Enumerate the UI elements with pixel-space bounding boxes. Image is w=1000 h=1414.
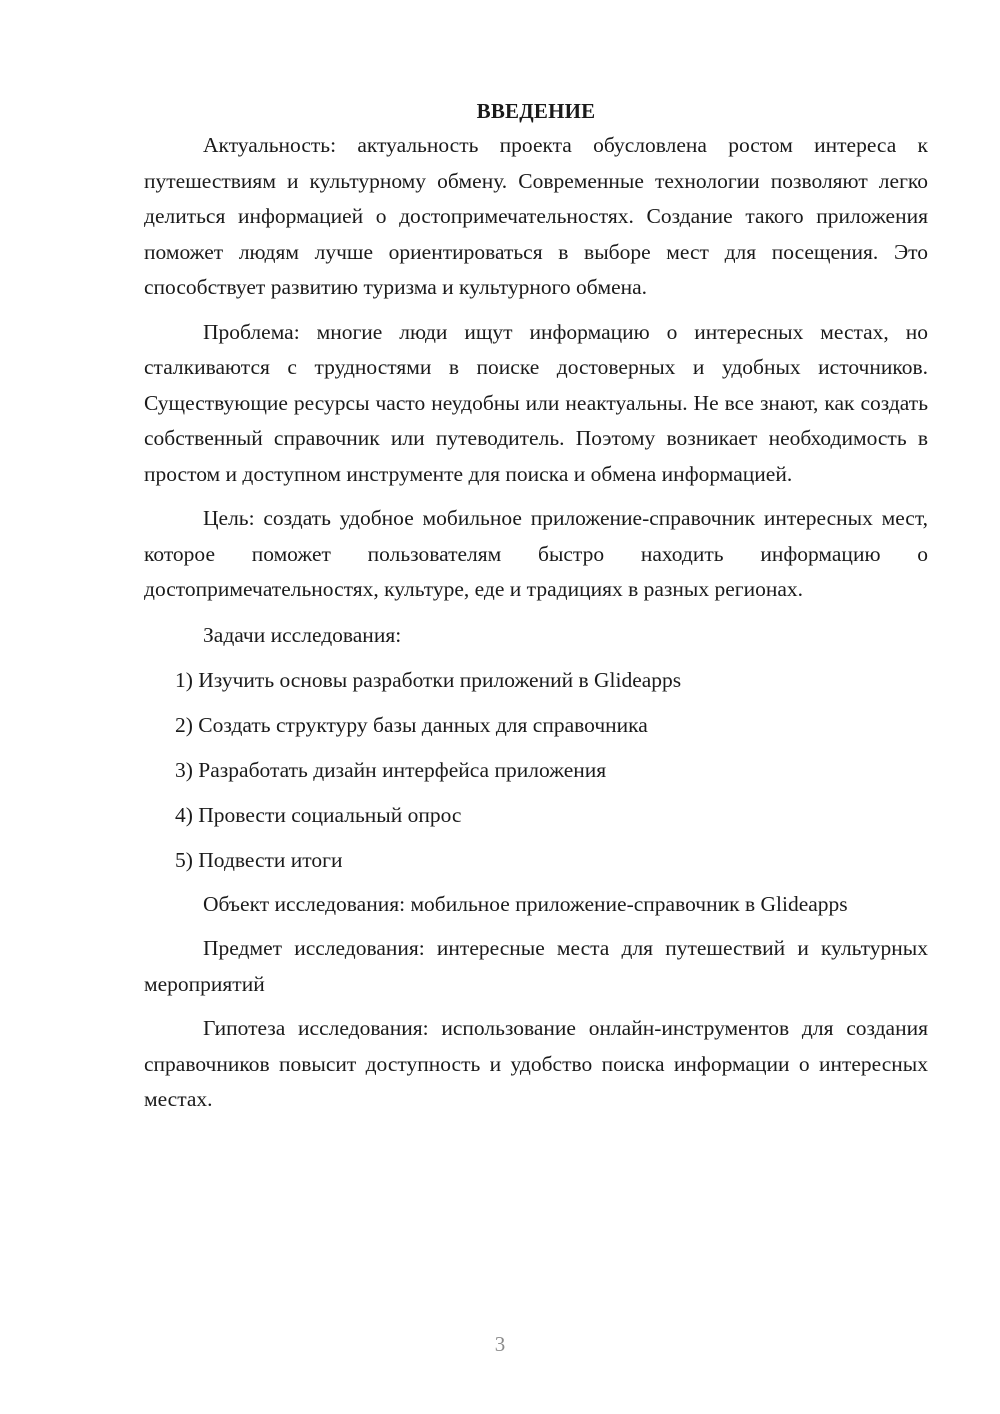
task-item-2: 2) Создать структуру базы данных для справочника	[175, 712, 648, 737]
paragraph-object: Объект исследования: мобильное приложение-справочник в Glideapps	[203, 891, 848, 916]
paragraph-hypothesis: Гипотеза исследования: использование онлайн-инструментов для создания справочников повысит доступность и удобство поиска информации о интересных местах.	[144, 1016, 928, 1111]
task-item-4: 4) Провести социальный опрос	[175, 802, 462, 827]
page-title: ВВЕДЕНИЕ	[476, 99, 596, 123]
task-item-5: 5) Подвести итоги	[175, 847, 343, 872]
task-item-1: 1) Изучить основы разработки приложений в Glideapps	[175, 667, 682, 692]
page-number: 3	[494, 1332, 506, 1356]
paragraph-problem: Проблема: многие люди ищут информацию о интересных местах, но сталкиваются с трудностями в поиске достоверных и удобных источников. Существующие ресурсы часто неудобны или неактуальны. Не все знают, как создать собственный справочник или путеводитель. Поэтому возникает необходимость в простом и доступном инструменте для поиска и обмена информацией.	[144, 319, 928, 486]
paragraph-goal: Цель: создать удобное мобильное приложение-справочник интересных мест, которое поможет пользователям быстро находить информацию о достопримечательностях, культуре, еде и традициях в разных регионах.	[144, 506, 928, 601]
paragraph-subject: Предмет исследования: интересные места для путешествий и культурных мероприятий	[144, 936, 928, 996]
document-page	[144, 94, 928, 1118]
paragraph-relevance: Актуальность: актуальность проекта обусловлена ростом интереса к путешествиям и культурному обмену. Современные технологии позволяют легко делиться информацией о достопримечательностях. Создание такого приложения поможет людям лучше ориентироваться в выборе мест для посещения. Это способствует развитию туризма и культурного обмена.	[144, 133, 928, 299]
task-item-3: 3) Разработать дизайн интерфейса приложения	[175, 757, 607, 782]
tasks-heading: Задачи исследования:	[203, 622, 402, 647]
